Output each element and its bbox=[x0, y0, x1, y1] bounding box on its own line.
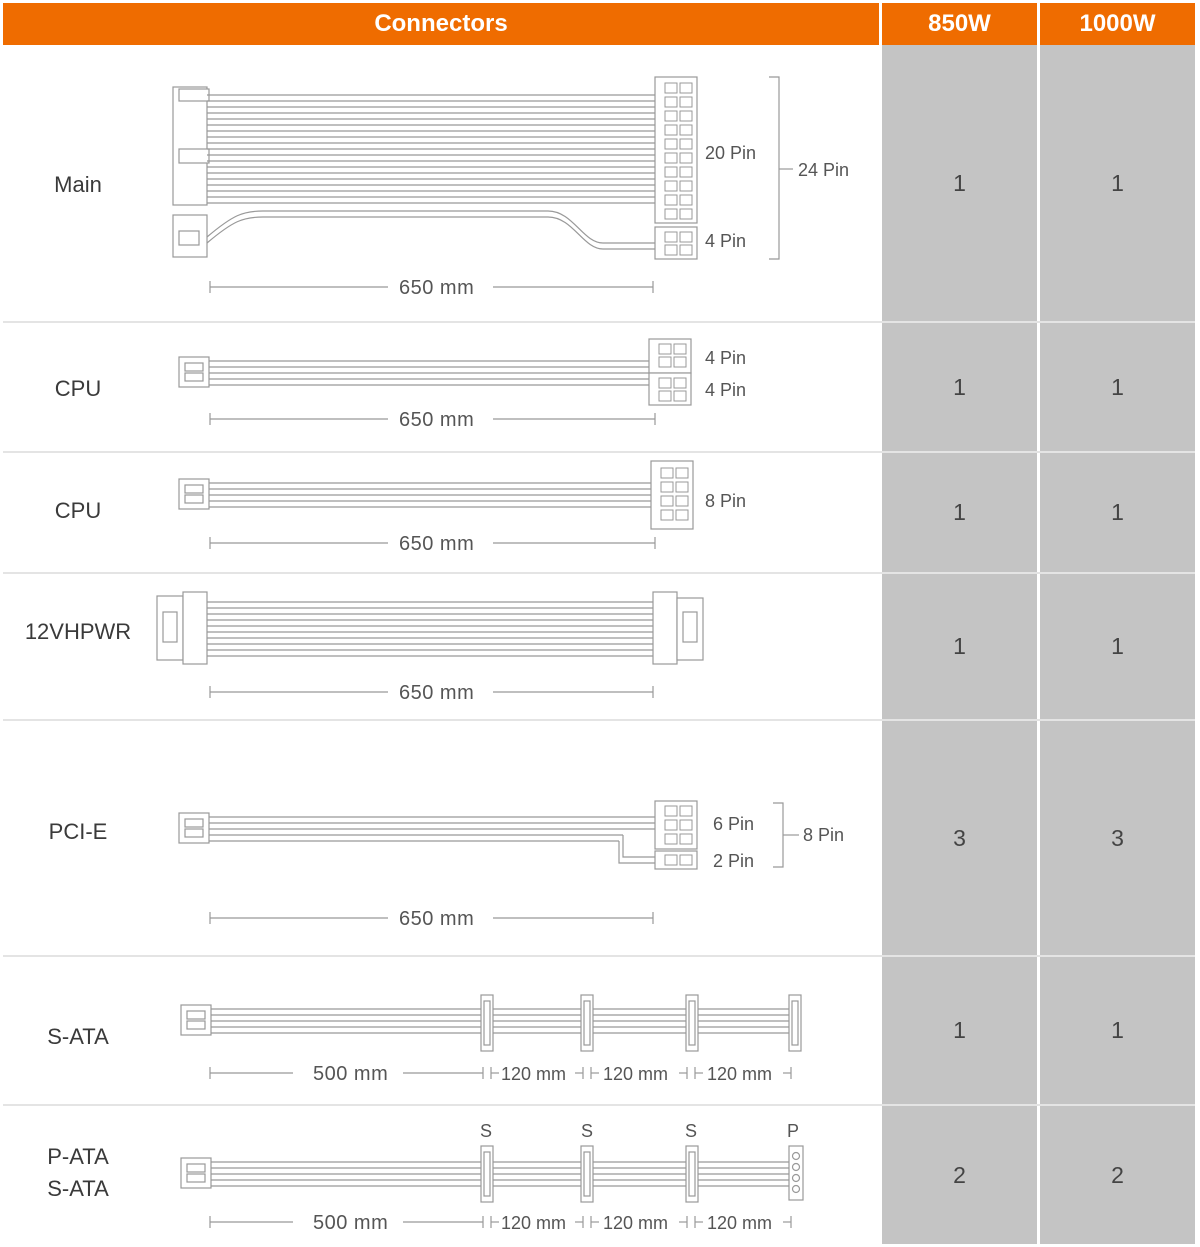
header-1000w: 1000W bbox=[1040, 3, 1195, 45]
p-ata-s-ata-cable-diagram bbox=[3, 1106, 879, 1244]
table-row-cpu-8 bbox=[3, 453, 1195, 572]
main-cable-diagram bbox=[3, 45, 879, 321]
header-850w: 850W bbox=[882, 3, 1037, 45]
row-label: Main bbox=[54, 172, 102, 197]
row-label: 12VHPWR bbox=[24, 619, 132, 644]
qty-850w-p-ata-s-ata: 2 bbox=[882, 1106, 1037, 1244]
qty-850w-main: 1 bbox=[882, 45, 1037, 321]
pata-tag-s2: S bbox=[581, 1121, 594, 1141]
pcie-6pin-label: 6 Pin bbox=[713, 814, 755, 834]
cpu-8pin-label: 8 Pin bbox=[705, 491, 747, 511]
pcie-8pin-label: 8 Pin bbox=[803, 825, 845, 845]
qty-850w-s-ata: 1 bbox=[882, 957, 1037, 1104]
cpu-4pin-b-label: 4 Pin bbox=[705, 380, 747, 400]
cpu-4pin-a-label: 4 Pin bbox=[705, 348, 747, 368]
cpu-8-cable-diagram bbox=[3, 453, 879, 572]
table-row-12vhpwr bbox=[3, 574, 1195, 719]
qty-850w-cpu-8: 1 bbox=[882, 453, 1037, 572]
pcie-2pin-label: 2 Pin bbox=[713, 851, 755, 871]
pci-e-cable-diagram bbox=[3, 721, 879, 955]
cpu-8-length-label: 650 mm bbox=[399, 533, 475, 555]
sata-main-length-label: 500 mm bbox=[313, 1063, 389, 1085]
12vhpwr-cable-diagram bbox=[3, 574, 879, 719]
row-label: S-ATA bbox=[47, 1024, 109, 1049]
cpu-4-4-length-label: 650 mm bbox=[399, 409, 475, 431]
pata-seg3-label: 120 mm bbox=[707, 1213, 773, 1233]
sata-seg3-label: 120 mm bbox=[707, 1064, 773, 1084]
main-length-label: 650 mm bbox=[399, 277, 475, 299]
table-row-cpu-4-4 bbox=[3, 323, 1195, 451]
pata-tag-s3: S bbox=[685, 1121, 698, 1141]
pata-main-length-label: 500 mm bbox=[313, 1212, 389, 1234]
connector-spec-table bbox=[3, 3, 1195, 1244]
s-ata-cable-diagram bbox=[3, 957, 879, 1104]
row-label-line1: P-ATA bbox=[47, 1144, 109, 1169]
qty-1000w-main: 1 bbox=[1040, 45, 1195, 321]
main-24pin-label: 24 Pin bbox=[798, 160, 850, 180]
qty-850w-12vhpwr: 1 bbox=[882, 574, 1037, 719]
table-row-s-ata bbox=[3, 957, 1195, 1104]
qty-1000w-12vhpwr: 1 bbox=[1040, 574, 1195, 719]
qty-850w-pci-e: 3 bbox=[882, 721, 1037, 955]
row-label: PCI-E bbox=[48, 819, 108, 844]
cpu-4-4-cable-diagram bbox=[3, 323, 879, 451]
pata-seg1-label: 120 mm bbox=[501, 1213, 567, 1233]
sata-seg2-label: 120 mm bbox=[603, 1064, 669, 1084]
pcie-length-label: 650 mm bbox=[399, 908, 475, 930]
row-label: CPU bbox=[54, 498, 102, 523]
main-4pin-label: 4 Pin bbox=[705, 231, 747, 251]
12vhpwr-length-label: 650 mm bbox=[399, 682, 475, 704]
header-connectors: Connectors bbox=[3, 3, 879, 45]
qty-1000w-p-ata-s-ata: 2 bbox=[1040, 1106, 1195, 1244]
qty-1000w-pci-e: 3 bbox=[1040, 721, 1195, 955]
row-label-line2: S-ATA bbox=[47, 1176, 109, 1201]
pata-tag-s1: S bbox=[480, 1121, 493, 1141]
main-20pin-label: 20 Pin bbox=[705, 143, 757, 163]
table-row-main bbox=[3, 45, 1195, 321]
pata-tag-p: P bbox=[787, 1121, 800, 1141]
table-row-p-ata-s-ata bbox=[3, 1106, 1195, 1244]
qty-1000w-cpu-4-4: 1 bbox=[1040, 323, 1195, 451]
qty-850w-cpu-4-4: 1 bbox=[882, 323, 1037, 451]
table-row-pci-e bbox=[3, 721, 1195, 955]
sata-seg1-label: 120 mm bbox=[501, 1064, 567, 1084]
pata-seg2-label: 120 mm bbox=[603, 1213, 669, 1233]
qty-1000w-s-ata: 1 bbox=[1040, 957, 1195, 1104]
row-label: CPU bbox=[54, 376, 102, 401]
qty-1000w-cpu-8: 1 bbox=[1040, 453, 1195, 572]
